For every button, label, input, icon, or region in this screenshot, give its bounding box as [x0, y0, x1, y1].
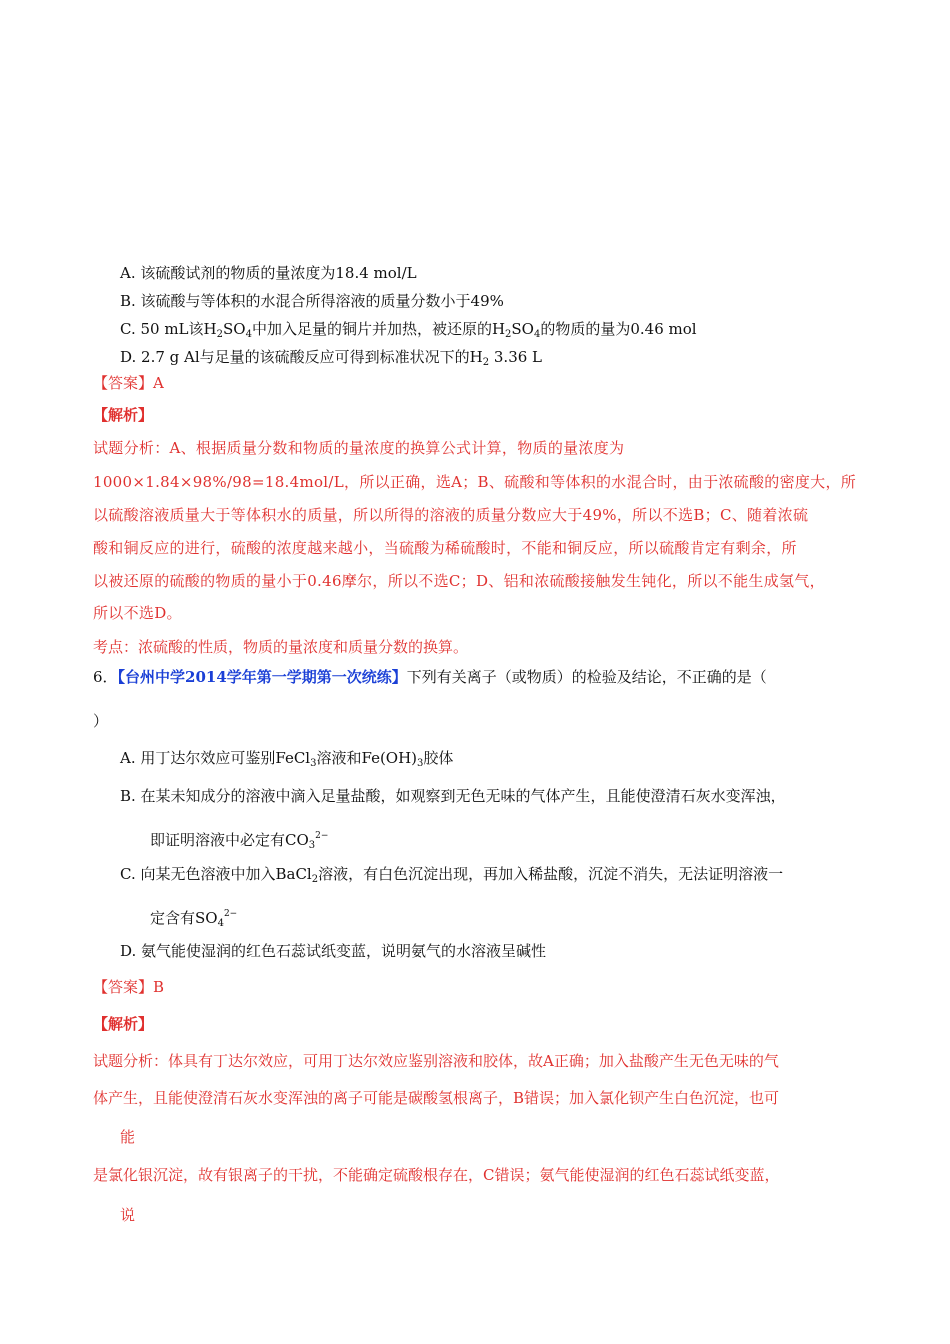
q6-option-b-cont: 即证明溶液中必定有$CO_3^{2-}$	[150, 831, 329, 851]
q6-stem-end: ）	[93, 712, 109, 730]
q5-answer: 【答案】A	[93, 374, 164, 392]
q6-analysis-line: 能	[120, 1128, 136, 1146]
q6-analysis-line: 说	[120, 1206, 136, 1224]
q5-option-c: C. 50 mL该$H_2SO_4$中加入足量的铜片并加热，被还原的$H_2SO_4$的物质的量为0.46 mol	[120, 320, 697, 340]
q5-analysis-line: 试题分析：A、根据质量分数和物质的量浓度的换算公式计算，物质的量浓度为	[93, 439, 625, 457]
q6-analysis-label: 【解析】	[93, 1015, 154, 1033]
q6-stem: 6．【台州中学2014学年第一学期第一次统练】下列有关离子（或物质）的检验及结论，不正确的是（	[93, 668, 767, 686]
q5-analysis-line: 1000×1.84×98%/98=18.4mol/L，所以正确，选A；B、硫酸和等体积的水混合时，由于浓硫酸的密度大，所	[93, 473, 857, 491]
q6-option-a: A. 用丁达尔效应可鉴别FeCl$_3$溶液和$Fe(OH)_3$胶体	[120, 749, 454, 769]
q5-option-d: D. 2.7 g Al与足量的该硫酸反应可得到标准状况下的$H_2$ 3.36 L	[120, 348, 543, 368]
q5-option-b: B. 该硫酸与等体积的水混合所得溶液的质量分数小于49%	[120, 292, 504, 310]
q6-option-c: C. 向某无色溶液中加入BaCl$_2$溶液，有白色沉淀出现，再加入稀盐酸，沉淀不消失，无法证明溶液一	[120, 865, 784, 885]
q5-analysis-line: 以被还原的硫酸的物质的量小于0.46摩尔，所以不选C；D、铝和浓硫酸接触发生钝化，所以不能生成氢气，	[93, 572, 825, 590]
q5-analysis-line: 所以不选D。	[93, 604, 182, 622]
q5-option-a: A. 该硫酸试剂的物质的量浓度为18.4 mol/L	[120, 264, 417, 282]
q6-answer: 【答案】B	[93, 978, 165, 996]
q6-option-b: B. 在某未知成分的溶液中滴入足量盐酸，如观察到无色无味的气体产生，且能使澄清石灰水变浑浊，	[120, 787, 786, 805]
q6-source: 【台州中学2014学年第一学期第一次统练】	[117, 668, 407, 686]
q6-option-c-cont: 定含有$SO_4^{2-}$	[150, 909, 238, 929]
q5-analysis-label: 【解析】	[93, 406, 154, 424]
q6-analysis-line: 是氯化银沉淀，故有银离子的干扰，不能确定硫酸根存在，C错误；氨气能使湿润的红色石蕊试纸变蓝，	[93, 1166, 780, 1184]
q6-analysis-line: 体产生，且能使澄清石灰水变浑浊的离子可能是碳酸氢根离子，B错误；加入氯化钡产生白色沉淀，也可	[93, 1089, 780, 1107]
q6-analysis-line: 试题分析：体具有丁达尔效应，可用丁达尔效应鉴别溶液和胶体，故A正确；加入盐酸产生无色无味的气	[93, 1052, 779, 1070]
q5-analysis-line: 以硫酸溶液质量大于等体积水的质量，所以所得的溶液的质量分数应大于49%，所以不选B；C、随着浓硫	[93, 506, 809, 524]
q5-kaodian: 考点：浓硫酸的性质，物质的量浓度和质量分数的换算。	[93, 638, 469, 656]
q6-option-d: D. 氨气能使湿润的红色石蕊试纸变蓝，说明氨气的水溶液呈碱性	[120, 942, 547, 960]
q5-analysis-line: 酸和铜反应的进行，硫酸的浓度越来越小，当硫酸为稀硫酸时，不能和铜反应，所以硫酸肯定有剩余，所	[93, 539, 797, 557]
